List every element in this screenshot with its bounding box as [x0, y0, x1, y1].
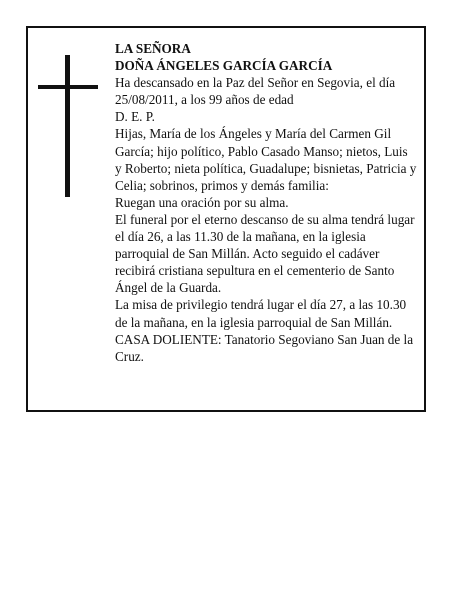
cross-vertical-bar [65, 55, 70, 197]
cross-icon [38, 55, 98, 197]
prayer-request: Ruegan una oración por su alma. [115, 194, 289, 210]
mass-details: La misa de privilegio tendrá lugar el día 27, a las 10.30 de la mañana, en la iglesia parroquial de San Millán. [115, 297, 407, 330]
funeral-details: El funeral por el eterno descanso de su alma tendrá lugar el día 26, a las 11.30 de la mañana, en la iglesia parroquial de San Millán. Acto seguido el cadáver recibirá cristiana sepultura en el cementerio de Santo Ángel de la Guarda. [115, 211, 415, 296]
passing-statement: Ha descansado en la Paz del Señor en Segovia, el día 25/08/2011, a los 99 años de edad [115, 75, 396, 108]
notice-title: LA SEÑORA [115, 41, 191, 56]
obituary-notice [26, 26, 426, 412]
dep-line: D. E. P. [115, 109, 155, 125]
family-list: Hijas, María de los Ángeles y María del Carmen Gil García; hijo político, Pablo Casado Manso; nietos, Luis y Roberto; nieta política, Guadalupe; bisnietas, Patricia y Celia; sobrinos, primos y demás familia: [115, 126, 417, 193]
cross-horizontal-bar [38, 85, 98, 89]
mourning-house: CASA DOLIENTE: Tanatorio Segoviano San Juan de la Cruz. [115, 331, 414, 364]
deceased-name: DOÑA ÁNGELES GARCÍA GARCÍA [115, 58, 333, 74]
obituary-text [115, 40, 417, 365]
